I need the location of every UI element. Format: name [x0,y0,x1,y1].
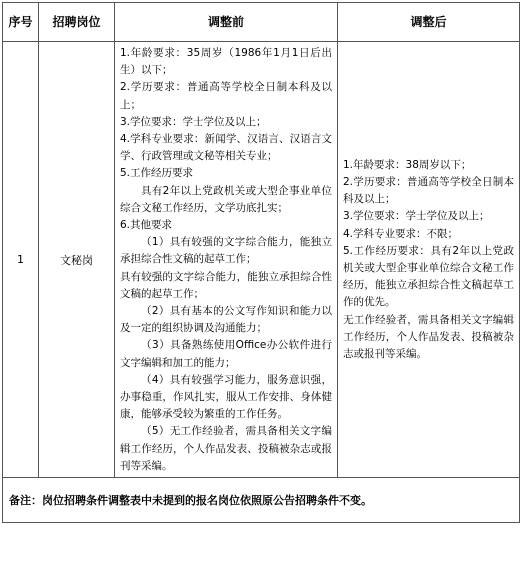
note-row [3,478,520,523]
after-requirements [338,42,520,478]
before-line: 4.学科专业要求：新闻学、汉语言、汉语言文学、行政管理或文秘等相关专业； [120,133,332,163]
before-line: （4）具有较强学习能力，服务意识强，办事稳重，作风扎实，服从工作安排、身体健康，能够承受较为繁重的工作任务。 [120,373,332,421]
before-line: （1）具有较强的文字综合能力，能独立承担综合性文稿的起草工作； [120,236,332,266]
before-line: 1.年龄要求：35周岁（1986年1月1日后出生）以下； [120,47,332,77]
header-no: 序号 [3,3,39,42]
header-before: 调整前 [115,3,338,42]
before-line: 5.工作经历要求 [120,167,194,180]
after-line: 无工作经验者，需具备相关文字编辑工作经历，个人作品发表、投稿被杂志或报刊等采编。 [343,313,514,361]
table-row [3,42,520,478]
after-line: 1.年龄要求：38周岁以下； [343,158,472,171]
before-line: 2.学历要求：普通高等学校全日制本科及以上； [120,81,332,111]
after-line: 2.学历要求：普通高等学校全日制本科及以上； [343,176,514,206]
adjustment-table [2,2,520,523]
after-line: 5.工作经历要求：具有2年以上党政机关或大型企事业单位综合文秘工作经历，能独立承担综合性文稿起草工作的优先。 [343,244,514,309]
before-line: （5）无工作经验者，需具备相关文字编辑工作经历，个人作品发表、投稿被杂志或报刊等采编。 [120,425,332,472]
header-after: 调整后 [338,3,520,42]
after-line: 4.学科专业要求：不限； [343,227,459,240]
before-line: 具有较强的文字综合能力，能独立承担综合性文稿的起草工作； [120,270,332,300]
before-requirements [115,42,338,478]
before-line: （3）具备熟练使用Office办公软件进行文字编辑和加工的能力； [120,339,332,369]
before-line: 6.其他要求 [120,219,173,232]
before-line: 具有2年以上党政机关或大型企事业单位综合文秘工作经历，文学功底扎实； [120,184,332,214]
before-line: 3.学位要求：学士学位及以上； [120,115,267,128]
before-line: （2）具有基本的公文写作知识和能力以及一定的组织协调及沟通能力； [120,305,332,335]
note-text: 备注：岗位招聘条件调整表中未提到的报名岗位依照原公告招聘条件不变。 [3,478,520,523]
header-row [3,3,520,42]
after-line: 3.学位要求：学士学位及以上； [343,210,490,223]
row-number: 1 [3,42,39,478]
header-position: 招聘岗位 [39,3,115,42]
row-position: 文秘岗 [39,42,115,478]
